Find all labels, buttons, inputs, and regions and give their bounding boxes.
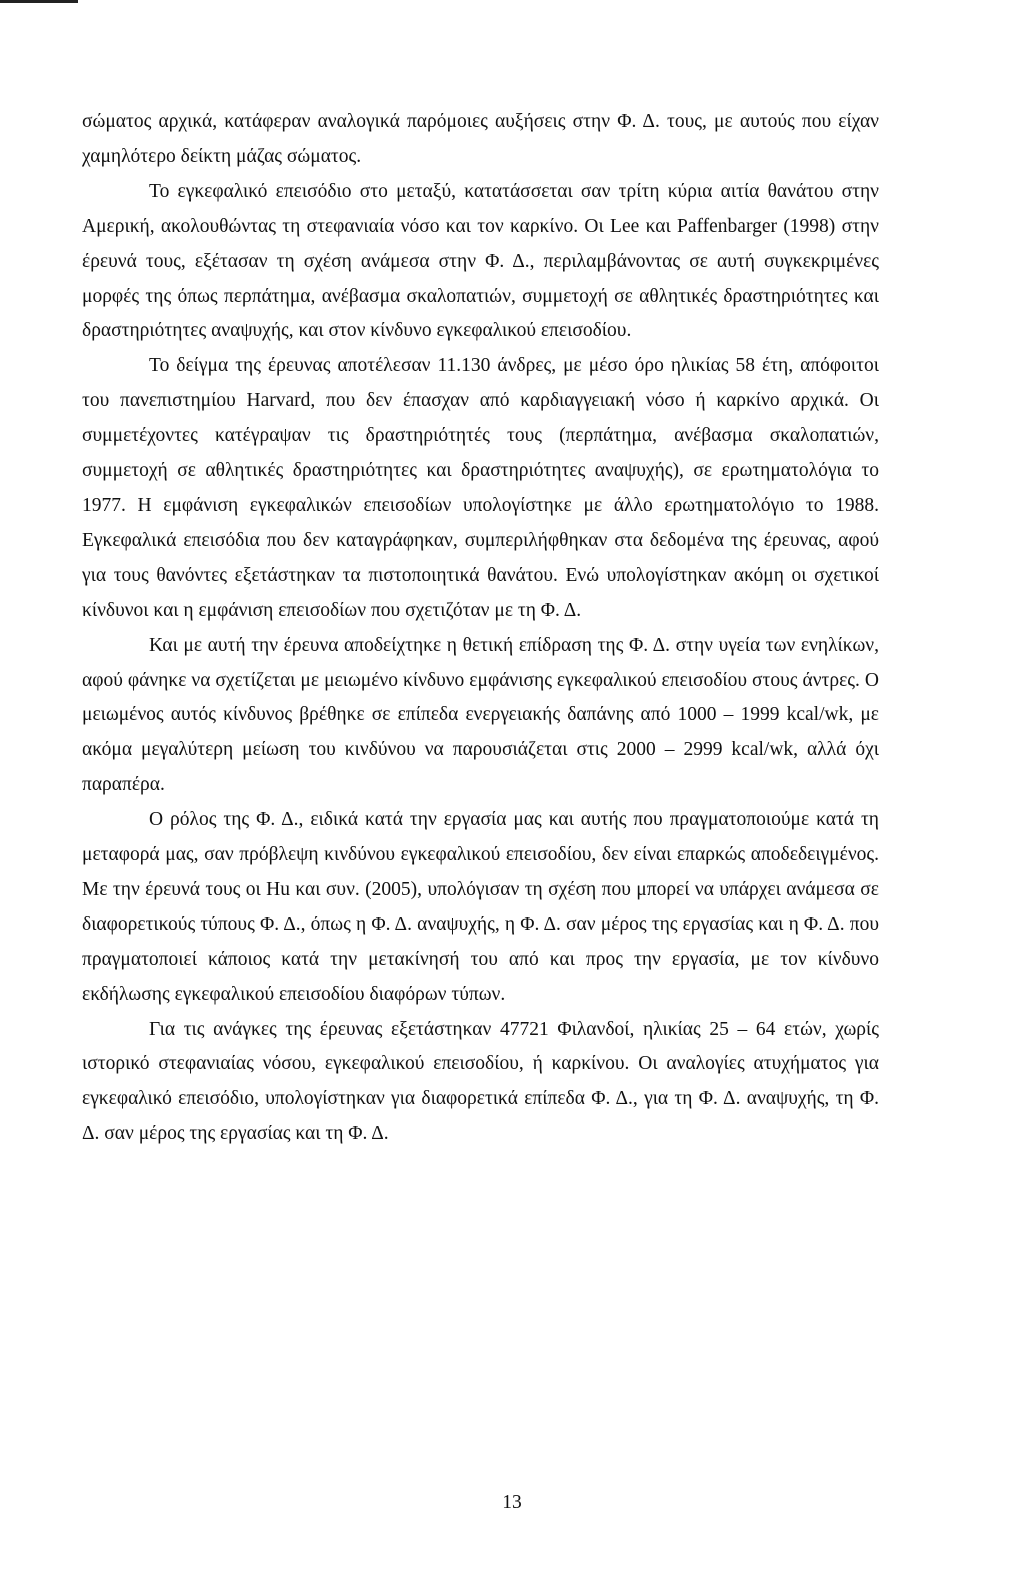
paragraph-6: Για τις ανάγκες της έρευνας εξετάστηκαν 47721 Φιλανδοί, ηλικίας 25 – 64 ετών, χωρίς ιστορικό στεφανιαίας νόσου, εγκεφαλικού επεισοδίου, ή καρκίνου. Οι αναλογίες ατυχήματος για εγκεφαλικό επεισόδιο, υπολογίστηκαν για διαφορετικά επίπεδα Φ. Δ., για τη Φ. Δ. αναψυχής, τη Φ. Δ. σαν μέρος της εργασίας και τη Φ. Δ. [82,1018,879,1145]
paragraph-2: Το εγκεφαλικό επεισόδιο στο μεταξύ, κατατάσσεται σαν τρίτη κύρια αιτία θανάτου στην Αμερική, ακολουθώντας τη στεφανιαία νόσο και τον καρκίνο. Οι Lee και Paffenbarger (1998) στην έρευνά τους, εξέτασαν τη σχέση ανάμεσα στην Φ. Δ., περιλαμβάνοντας σε αυτή συγκεκριμένες μορφές της όπως περπάτημα, ανέβασμα σκαλοπατιών, συμμετοχή σε αθλητικές δραστηριότητες και δραστηριότητες αναψυχής, και στον κίνδυνο εγκεφαλικού επεισοδίου. [82,180,879,342]
document-body [82,105,879,1152]
paragraph-3: Το δείγμα της έρευνας αποτέλεσαν 11.130 άνδρες, με μέσο όρο ηλικίας 58 έτη, απόφοιτοι του πανεπιστημίου Harvard, που δεν έπασχαν από καρδιαγγειακή νόσο ή καρκίνο αρχικά. Οι συμμετέχοντες κατέγραψαν τις δραστηριότητές τους (περπάτημα, ανέβασμα σκαλοπατιών, συμμετοχή σε αθλητικές δραστηριότητες και δραστηριότητες αναψυχής), σε ερωτηματολόγια το 1977. Η εμφάνιση εγκεφαλικών επεισοδίων υπολογίστηκε με άλλο ερωτηματολόγιο το 1988. Εγκεφαλικά επεισόδια που δεν καταγράφηκαν, συμπεριλήφθηκαν στα δεδομένα της έρευνας, αφού για τους θανόντες εξετάστηκαν τα πιστοποιητικά θανάτου. Ενώ υπολογίστηκαν ακόμη οι σχετικοί κίνδυνοι και η εμφάνιση επεισοδίων που σχετιζόταν με τη Φ. Δ. [82,355,879,621]
paragraph-1: σώματος αρχικά, κατάφεραν αναλογικά παρόμοιες αυξήσεις στην Φ. Δ. τους, με αυτούς που είχαν χαμηλότερο δείκτη μάζας σώματος. [82,111,879,167]
page-number: 13 [502,1492,522,1513]
paragraph-5: Ο ρόλος της Φ. Δ., ειδικά κατά την εργασία μας και αυτής που πραγματοποιούμε κατά τη μεταφορά μας, σαν πρόβλεψη κινδύνου εγκεφαλικού επεισοδίου, δεν είναι επαρκώς αποδεδειγμένος. Με την έρευνά τους οι Hu και συν. (2005), υπολόγισαν τη σχέση που μπορεί να υπάρχει ανάμεσα σε διαφορετικούς τύπους Φ. Δ., όπως η Φ. Δ. αναψυχής, η Φ. Δ. σαν μέρος της εργασίας και η Φ. Δ. που πραγματοποιεί κάποιος κατά την μετακίνησή του από και προς την εργασία, με τον κίνδυνο εκδήλωσης εγκεφαλικού επεισοδίου διαφόρων τύπων. [82,809,879,1005]
paragraph-4: Και με αυτή την έρευνα αποδείχτηκε η θετική επίδραση της Φ. Δ. στην υγεία των ενηλίκων, αφού φάνηκε να σχετίζεται με μειωμένο κίνδυνο εμφάνισης εγκεφαλικού επεισοδίου στους άντρες. Ο μειωμένος αυτός κίνδυνος βρέθηκε σε επίπεδα ενεργειακής δαπάνης από 1000 – 1999 kcal/wk, με ακόμα μεγαλύτερη μείωση του κινδύνου να παρουσιάζεται στις 2000 – 2999 kcal/wk, αλλά όχι παραπέρα. [82,634,879,796]
scan-edge-mark [0,0,78,3]
